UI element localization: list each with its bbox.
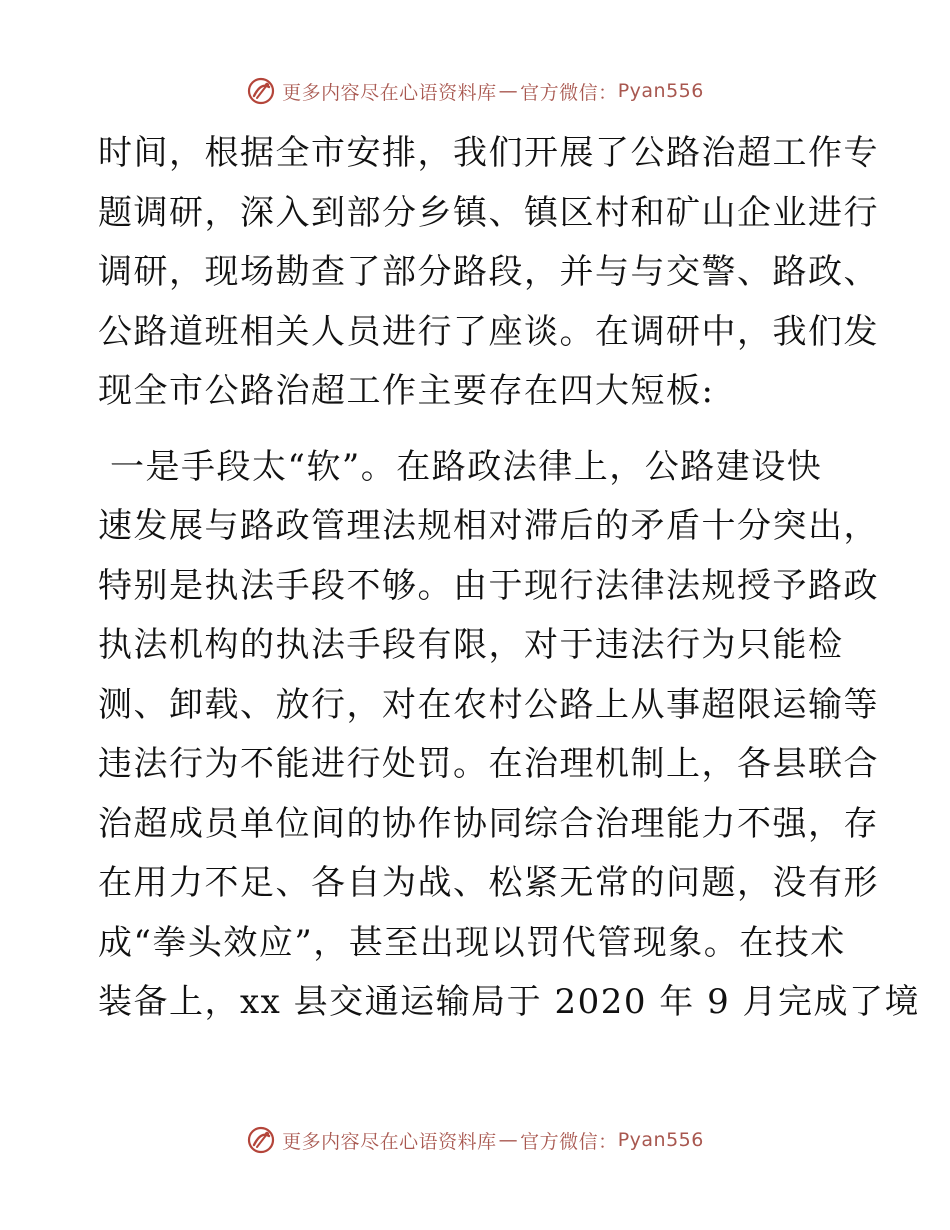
watermark-separator: — [498, 80, 519, 102]
text-line: 违法行为不能进行处罚。在治理机制上，各县联合 [98, 744, 879, 784]
text-line: 现全市公路治超工作主要存在四大短板: [98, 371, 715, 411]
watermark-text: 更多内容尽在心语资料库 [282, 1130, 497, 1153]
header-watermark [0, 71, 950, 111]
text-line: 成“拳头效应”，甚至出现以罚代管现象。在技术 [98, 922, 846, 963]
text-line: 测、卸载、放行，对在农村公路上从事超限运输等 [98, 684, 879, 725]
brand-logo-icon [246, 76, 276, 106]
watermark-separator: — [498, 1129, 519, 1151]
text-line: 治超成员单位间的协作协同综合治理能力不强，存 [98, 803, 879, 844]
watermark-wechat-id: Pyan556 [617, 80, 704, 102]
paragraph-2 [98, 438, 921, 1033]
text-line: 时间，根据全市安排，我们开展了公路治超工作专 [98, 133, 879, 173]
text-line: 装备上，xx 县交通运输局于 2020 年 9 月完成了境 [98, 982, 921, 1022]
footer-watermark [0, 1120, 950, 1160]
watermark-text: 更多内容尽在心语资料库 [282, 81, 497, 104]
watermark-wechat-id: Pyan556 [617, 1129, 704, 1151]
document-body [98, 124, 921, 1033]
text-line: 执法机构的执法手段有限，对于违法行为只能检 [98, 625, 844, 665]
text-line: 特别是执法手段不够。由于现行法律法规授予路政 [98, 565, 879, 606]
watermark-wechat-label: 官方微信： [520, 81, 618, 104]
text-line: 调研，现场勘查了部分路段，并与与交警、路政、 [98, 252, 879, 292]
text-line: 一是手段太“软”。在路政法律上，公路建设快 [110, 446, 823, 487]
brand-logo-icon [246, 1125, 276, 1155]
watermark-wechat-label: 官方微信： [520, 1130, 618, 1153]
text-line: 在用力不足、各自为战、松紧无常的问题，没有形 [98, 863, 879, 903]
paragraph-gap [98, 422, 858, 438]
text-line: 公路道班相关人员进行了座谈。在调研中，我们发 [98, 311, 879, 352]
paragraph-1 [98, 124, 879, 422]
text-line: 速发展与路政管理法规相对滞后的矛盾十分突出， [98, 506, 879, 546]
text-line: 题调研，深入到部分乡镇、镇区村和矿山企业进行 [98, 192, 879, 233]
